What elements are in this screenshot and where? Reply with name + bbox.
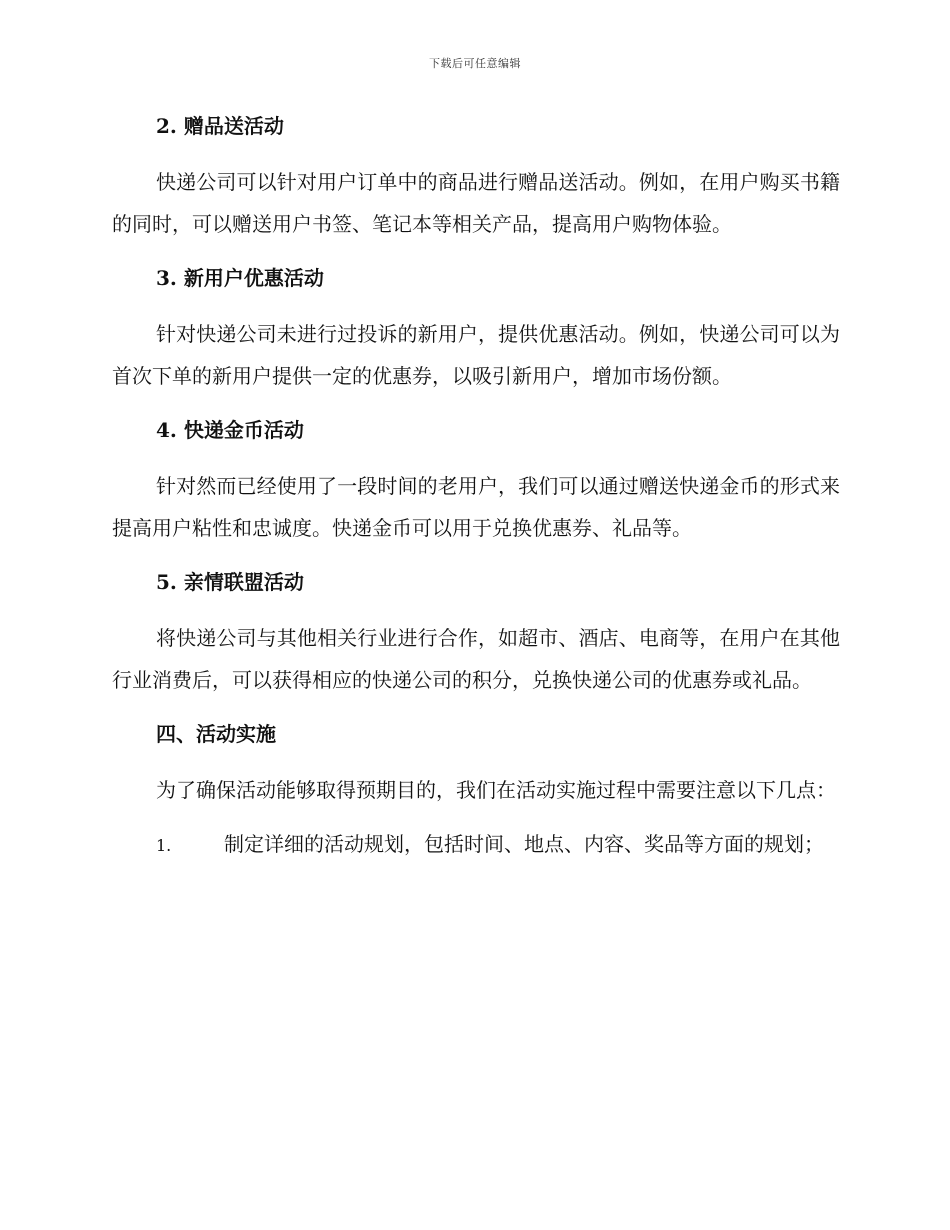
section-heading-coins: 4. 快递金币活动: [156, 418, 304, 442]
list-item: [112, 823, 840, 867]
document-content: [112, 105, 840, 867]
list-item-number: 1.: [156, 836, 172, 855]
section-body-new-user: 针对快递公司未进行过投诉的新用户，提供优惠活动。例如，快递公司可以为首次下单的新用户提供一定的优惠券，以吸引新用户，增加市场份额。: [112, 322, 840, 388]
section-body-coins: 针对然而已经使用了一段时间的老用户，我们可以通过赠送快递金币的形式来提高用户粘性和忠诚度。快递金币可以用于兑换优惠券、礼品等。: [112, 474, 840, 540]
section-heading-new-user: 3. 新用户优惠活动: [156, 266, 324, 290]
section-body-gift: 快递公司可以针对用户订单中的商品进行赠品送活动。例如，在用户购买书籍的同时，可以赠送用户书签、笔记本等相关产品，提高用户购物体验。: [112, 170, 840, 236]
section-heading-gift: 2. 赠品送活动: [156, 114, 284, 138]
section-heading-implementation: 四、活动实施: [156, 722, 276, 746]
header-note: 下载后可任意编辑: [429, 57, 521, 70]
section-heading-alliance: 5. 亲情联盟活动: [156, 570, 304, 594]
section-body-implementation: 为了确保活动能够取得预期目的，我们在活动实施过程中需要注意以下几点：: [156, 778, 836, 802]
list-item-text: 制定详细的活动规划，包括时间、地点、内容、奖品等方面的规划；: [224, 832, 824, 856]
section-body-alliance: 将快递公司与其他相关行业进行合作，如超市、酒店、电商等，在用户在其他行业消费后，可以获得相应的快递公司的积分，兑换快递公司的优惠券或礼品。: [112, 626, 840, 692]
